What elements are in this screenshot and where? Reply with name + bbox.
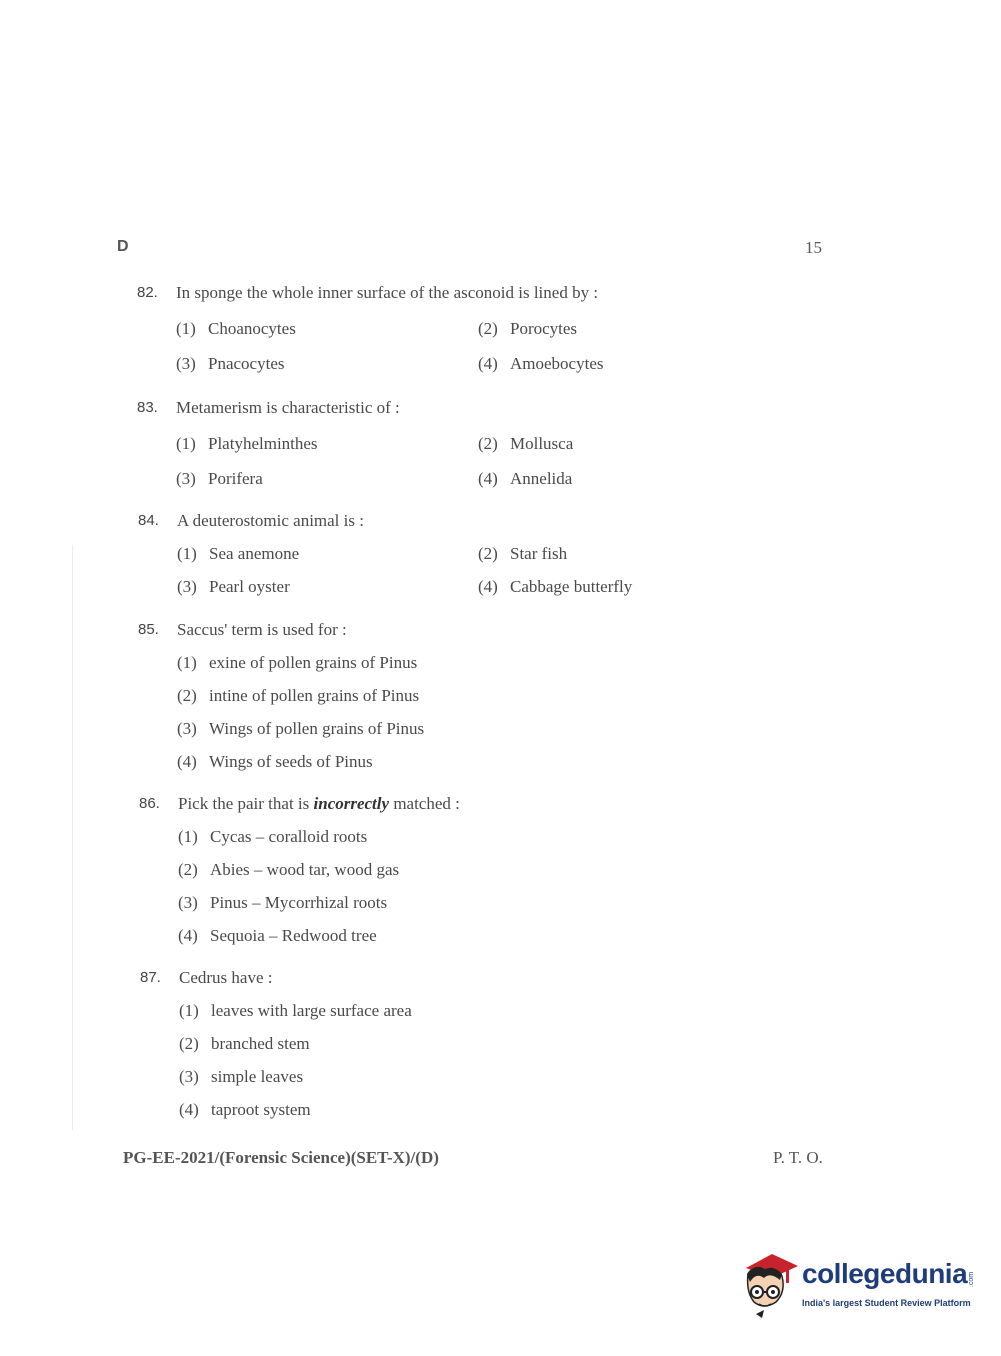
option-2: (2) Abies – wood tar, wood gas bbox=[178, 860, 400, 879]
emphasis-text: incorrectly bbox=[313, 794, 390, 813]
set-code: D bbox=[117, 238, 129, 255]
page-number: 15 bbox=[805, 238, 822, 257]
question-number: 82. bbox=[137, 284, 158, 301]
question-number: 86. bbox=[139, 795, 160, 812]
option-1: (1) Cycas – coralloid roots bbox=[178, 827, 368, 846]
logo-wordmark: collegedunia bbox=[802, 1258, 968, 1289]
option-1: (1) exine of pollen grains of Pinus bbox=[177, 653, 418, 672]
option-1: (1) Sea anemone bbox=[177, 544, 300, 563]
question-text: In sponge the whole inner surface of the asconoid is lined by : bbox=[176, 283, 599, 302]
option-4: (4) Annelida bbox=[478, 469, 573, 488]
page-margin-line bbox=[72, 545, 73, 1130]
option-3: (3) Porifera bbox=[176, 469, 263, 488]
collegedunia-logo[interactable] bbox=[742, 1248, 982, 1324]
question-number: 87. bbox=[140, 969, 161, 986]
collegedunia-mascot-icon bbox=[742, 1248, 800, 1320]
option-3: (3) Pearl oyster bbox=[177, 577, 290, 596]
question-text: Pick the pair that is incorrectly matched : bbox=[178, 794, 460, 813]
logo-suffix: .com bbox=[968, 1271, 976, 1288]
question-text: Metamerism is characteristic of : bbox=[176, 398, 400, 417]
option-2: (2) intine of pollen grains of Pinus bbox=[177, 686, 420, 705]
question-text: A deuterostomic animal is : bbox=[177, 511, 364, 530]
option-2: (2) Star fish bbox=[478, 544, 568, 563]
question-number: 83. bbox=[137, 399, 158, 416]
option-2: (2) Porocytes bbox=[478, 319, 578, 338]
option-3: (3) Pnacocytes bbox=[176, 354, 285, 373]
question-text: Cedrus have : bbox=[179, 968, 273, 987]
option-1: (1) leaves with large surface area bbox=[179, 1001, 412, 1020]
logo-tagline: India's largest Student Review Platform bbox=[802, 1298, 971, 1308]
option-3: (3) Wings of pollen grains of Pinus bbox=[177, 719, 425, 738]
option-1: (1) Choanocytes bbox=[176, 319, 296, 338]
option-4: (4) Wings of seeds of Pinus bbox=[177, 752, 373, 771]
question-number: 85. bbox=[138, 621, 159, 638]
option-4: (4) Sequoia – Redwood tree bbox=[178, 926, 377, 945]
option-2: (2) branched stem bbox=[179, 1034, 310, 1053]
question-number: 84. bbox=[138, 512, 159, 529]
pto-label: P. T. O. bbox=[773, 1148, 823, 1167]
option-3: (3) Pinus – Mycorrhizal roots bbox=[178, 893, 388, 912]
option-4: (4) taproot system bbox=[179, 1100, 311, 1119]
option-4: (4) Cabbage butterfly bbox=[478, 577, 633, 596]
option-3: (3) simple leaves bbox=[179, 1067, 304, 1086]
option-2: (2) Mollusca bbox=[478, 434, 574, 453]
question-text: Saccus' term is used for : bbox=[177, 620, 347, 639]
exam-code: PG-EE-2021/(Forensic Science)(SET-X)/(D) bbox=[123, 1148, 439, 1167]
option-1: (1) Platyhelminthes bbox=[176, 434, 318, 453]
option-4: (4) Amoebocytes bbox=[478, 354, 604, 373]
